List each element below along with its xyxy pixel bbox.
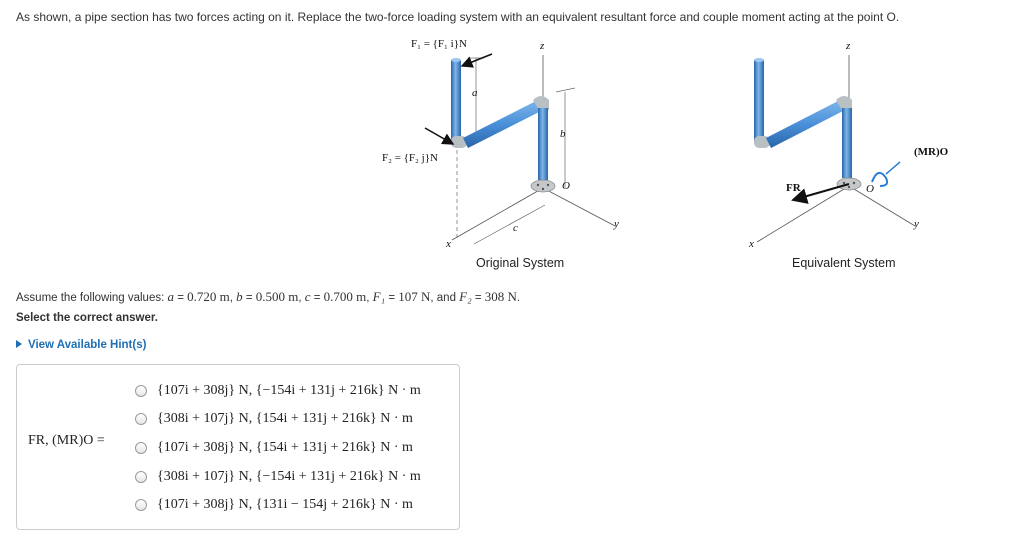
- point-o-label-equivalent: O: [866, 183, 874, 195]
- equivalent-system-caption: Equivalent System: [792, 256, 896, 270]
- option-text: {308i + 107j} N, {154i + 131j + 216k} N · m: [157, 411, 413, 426]
- f2-symbol: F₂: [459, 289, 472, 304]
- view-hints-link[interactable]: [16, 339, 146, 351]
- pipe-vertical-left: [451, 60, 461, 142]
- pipe-diagonal: [463, 100, 543, 148]
- hint-link-label: View Available Hint(s): [28, 339, 147, 351]
- x-axis-label-original: x: [446, 238, 451, 250]
- mr-label: (MR)O: [914, 146, 949, 158]
- f1-symbol: F₁: [372, 289, 386, 304]
- instruction-text: Select the correct answer.: [16, 312, 158, 324]
- point-o-label-original: O: [562, 180, 570, 192]
- assumed-values: Assume the following values: a = 0.720 m, b = 0.500 m, c = 0.700 m, F₁ = 107 N, and F₂ = 308 N.: [16, 289, 521, 304]
- b-value: 0.500 m: [255, 289, 299, 304]
- option-text: {107i + 308j} N, {131i − 154j + 216k} N · m: [157, 497, 413, 512]
- y-axis-equivalent: [849, 186, 915, 226]
- radio-button[interactable]: [135, 471, 147, 483]
- b-symbol: b: [236, 289, 243, 304]
- answer-option-5[interactable]: [135, 493, 413, 517]
- f2-value: 308 N: [484, 289, 517, 304]
- option-text: {107i + 308j} N, {−154i + 131j + 216k} N · m: [157, 383, 421, 398]
- original-system-figure: [425, 54, 615, 244]
- assume-intro: Assume the following values:: [16, 292, 165, 304]
- radio-button[interactable]: [135, 413, 147, 425]
- answer-option-1[interactable]: [135, 379, 421, 403]
- option-text: {107i + 308j} N, {154i + 131j + 216k} N · m: [157, 440, 413, 455]
- x-axis-label-equivalent: x: [749, 238, 754, 250]
- answer-box: [16, 364, 460, 530]
- fr-label: FR: [786, 182, 801, 194]
- couple-moment-arrow: [872, 173, 887, 186]
- z-axis-label-original: z: [540, 40, 545, 52]
- a-value: 0.720 m: [187, 289, 230, 304]
- radio-button[interactable]: [135, 442, 147, 454]
- force-f1-arrow: [462, 54, 492, 66]
- f1-label: F₁ = {F₁ i}N: [411, 38, 467, 50]
- x-axis-equivalent: [757, 186, 849, 242]
- force-f2-arrow: [425, 128, 453, 144]
- y-axis-label-equivalent: y: [914, 218, 919, 230]
- dim-a-label: a: [472, 87, 478, 99]
- original-system-caption: Original System: [476, 256, 565, 270]
- y-axis-label-original: y: [614, 218, 619, 230]
- option-text: {308i + 107j} N, {−154i + 131j + 216k} N · m: [157, 469, 421, 484]
- answer-option-2[interactable]: [135, 407, 413, 431]
- dim-b-label: b: [560, 128, 566, 140]
- answer-option-4[interactable]: [135, 465, 421, 489]
- y-axis-original: [543, 188, 615, 226]
- answer-option-3[interactable]: [135, 436, 413, 460]
- answer-label: FR, (MR)O =: [28, 433, 105, 448]
- resultant-force-arrow: [793, 184, 849, 200]
- expand-triangle-icon: [16, 340, 22, 348]
- pipe-vertical-right: [538, 108, 548, 180]
- radio-button[interactable]: [135, 385, 147, 397]
- z-axis-label-equivalent: z: [846, 40, 851, 52]
- f1-value: 107 N: [398, 289, 431, 304]
- equivalent-system-figure: [754, 55, 915, 242]
- f2-label: F₂ = {F₂ j}N: [382, 152, 438, 164]
- and-word: and: [436, 292, 456, 304]
- a-symbol: a: [167, 289, 175, 304]
- dim-c-label: c: [513, 222, 518, 234]
- x-axis-original: [452, 188, 543, 240]
- radio-button[interactable]: [135, 499, 147, 511]
- c-symbol: c: [304, 289, 311, 304]
- problem-statement: As shown, a pipe section has two forces acting on it. Replace the two-force loading system with an equivalent resultant force and couple moment acting at the point O.: [16, 10, 900, 24]
- c-value: 0.700 m: [323, 289, 367, 304]
